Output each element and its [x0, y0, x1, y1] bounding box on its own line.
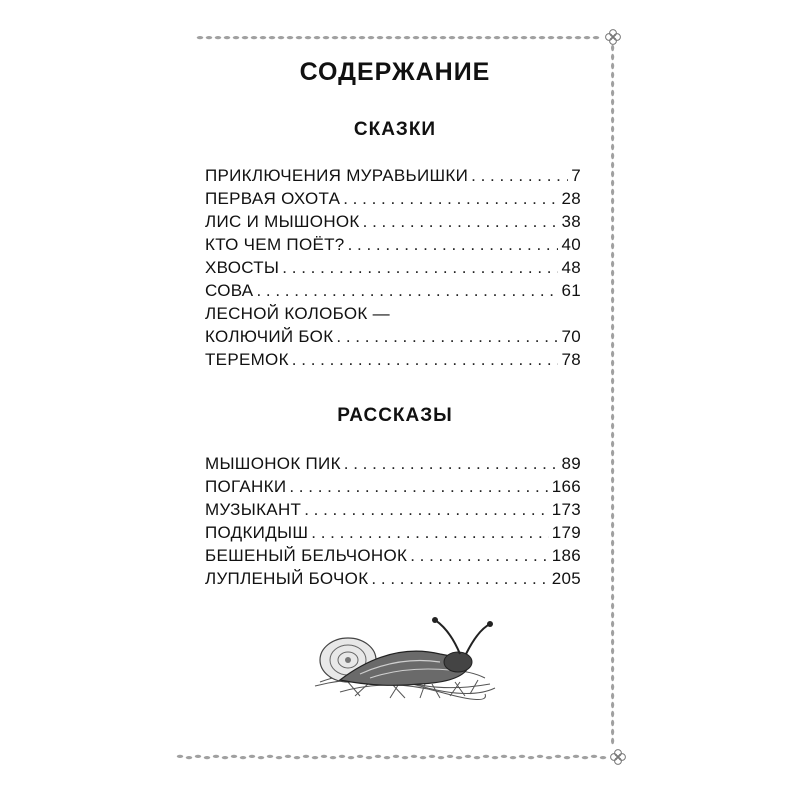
- border-dot: [276, 756, 282, 759]
- border-dot: [611, 387, 614, 393]
- border-dot: [339, 755, 345, 758]
- border-dot: [611, 702, 614, 708]
- border-dot: [584, 36, 590, 39]
- border-dot: [539, 36, 545, 39]
- border-dot: [611, 144, 614, 150]
- border-dot: [611, 171, 614, 177]
- border-dot: [611, 45, 614, 51]
- border-dot: [375, 755, 381, 758]
- border-dot: [494, 36, 500, 39]
- border-dot: [186, 756, 192, 759]
- toc-entry: [205, 164, 581, 187]
- border-dot: [251, 36, 257, 39]
- border-dot: [222, 756, 228, 759]
- border-dot: [575, 36, 581, 39]
- toc-leader: [343, 187, 558, 210]
- toc-leader: [304, 498, 549, 521]
- border-dot: [611, 711, 614, 717]
- border-dot: [224, 36, 230, 39]
- border-dot: [413, 36, 419, 39]
- border-dot: [359, 36, 365, 39]
- border-dot: [611, 576, 614, 582]
- border-dot: [456, 756, 462, 759]
- border-dot: [611, 540, 614, 546]
- toc-entry: [205, 187, 581, 210]
- border-dot: [249, 755, 255, 758]
- toc-entry-page: 61: [561, 281, 581, 300]
- toc-entry-title: СОВА: [205, 281, 254, 300]
- toc-entry-page: 70: [561, 327, 581, 346]
- border-dot: [177, 755, 183, 758]
- border-dot: [242, 36, 248, 39]
- border-dot: [395, 36, 401, 39]
- toc-entry-page: 173: [551, 500, 581, 519]
- border-dot: [611, 396, 614, 402]
- border-dot: [323, 36, 329, 39]
- border-dot: [611, 666, 614, 672]
- border-dot: [258, 756, 264, 759]
- border-dot: [611, 693, 614, 699]
- border-dot: [195, 755, 201, 758]
- toc-entry-title: МУЗЫКАНТ: [205, 500, 302, 519]
- border-dot: [519, 755, 525, 758]
- border-dot: [393, 755, 399, 758]
- border-dot: [348, 756, 354, 759]
- corner-flower-bottom-right-icon: [611, 750, 626, 765]
- toc-entry: [205, 544, 581, 567]
- toc-entry-title: ТЕРЕМОК: [205, 350, 289, 369]
- border-dot: [611, 342, 614, 348]
- contents-heading: СОДЕРЖАНИЕ: [299, 58, 491, 86]
- border-dot: [465, 755, 471, 758]
- border-dot: [611, 459, 614, 465]
- border-dot: [557, 36, 563, 39]
- toc-entry-continued: [205, 302, 581, 325]
- border-dot: [332, 36, 338, 39]
- border-dot: [611, 153, 614, 159]
- toc-leader: [256, 279, 558, 302]
- border-dot: [537, 755, 543, 758]
- border-dot: [546, 756, 552, 759]
- border-dot: [611, 558, 614, 564]
- border-dot: [449, 36, 455, 39]
- border-dot: [611, 351, 614, 357]
- toc-leader: [336, 325, 558, 348]
- toc-entry: [205, 452, 581, 475]
- toc-entry: [205, 210, 581, 233]
- border-dot: [611, 216, 614, 222]
- border-dot: [564, 756, 570, 759]
- border-dot: [573, 755, 579, 758]
- border-dot: [611, 117, 614, 123]
- border-dot: [611, 432, 614, 438]
- border-dot: [483, 755, 489, 758]
- toc-entry: [205, 498, 581, 521]
- border-dot: [611, 657, 614, 663]
- border-dot: [285, 755, 291, 758]
- border-dot: [582, 756, 588, 759]
- border-dot: [485, 36, 491, 39]
- toc-entry-page: 78: [561, 350, 581, 369]
- toc-leader: [410, 544, 549, 567]
- toc-entry-title: ЛИС И МЫШОНОК: [205, 212, 360, 231]
- border-dot: [611, 63, 614, 69]
- border-dot: [611, 522, 614, 528]
- border-dot: [512, 36, 518, 39]
- toc-leader: [289, 475, 548, 498]
- toc-leader: [471, 164, 568, 187]
- border-dot: [368, 36, 374, 39]
- border-dot: [611, 81, 614, 87]
- border-dot: [377, 36, 383, 39]
- border-dot: [321, 755, 327, 758]
- toc-entry: [205, 521, 581, 544]
- border-dot: [548, 36, 554, 39]
- border-dot: [611, 621, 614, 627]
- border-dot: [611, 279, 614, 285]
- toc-entry-page: 179: [551, 523, 581, 542]
- border-dot: [611, 423, 614, 429]
- border-dot: [341, 36, 347, 39]
- toc-leader: [348, 233, 559, 256]
- toc-leader: [292, 348, 559, 371]
- toc-entry-page: 186: [551, 546, 581, 565]
- border-dot: [366, 756, 372, 759]
- border-dot: [404, 36, 410, 39]
- border-dot: [420, 756, 426, 759]
- border-dot: [330, 756, 336, 759]
- border-dot: [474, 756, 480, 759]
- border-dot: [611, 612, 614, 618]
- border-dot: [611, 549, 614, 555]
- toc-entry-title: КОЛЮЧИЙ БОК: [205, 327, 334, 346]
- border-dot: [294, 756, 300, 759]
- border-dot: [611, 603, 614, 609]
- border-dot: [611, 405, 614, 411]
- border-dot: [287, 36, 293, 39]
- border-dot: [611, 288, 614, 294]
- border-dot: [611, 495, 614, 501]
- border-dot: [611, 54, 614, 60]
- toc-list-stories: [205, 452, 581, 590]
- border-dot: [357, 755, 363, 758]
- toc-entry-page: 205: [551, 569, 581, 588]
- border-dot: [233, 36, 239, 39]
- border-dot: [204, 756, 210, 759]
- toc-entry-title: МЫШОНОК ПИК: [205, 454, 341, 473]
- section-title-tales: СКАЗКИ: [353, 119, 437, 140]
- border-dot: [611, 639, 614, 645]
- border-dot: [384, 756, 390, 759]
- toc-entry-title: ПЕРВАЯ ОХОТА: [205, 189, 341, 208]
- border-dot: [386, 36, 392, 39]
- border-dot: [600, 756, 606, 759]
- border-dot: [240, 756, 246, 759]
- border-dot: [611, 486, 614, 492]
- border-dot: [555, 755, 561, 758]
- border-dot: [269, 36, 275, 39]
- toc-entry: [205, 233, 581, 256]
- border-dot: [411, 755, 417, 758]
- border-dot: [510, 756, 516, 759]
- border-dot: [476, 36, 482, 39]
- toc-leader: [344, 452, 559, 475]
- border-dot: [503, 36, 509, 39]
- toc-entry-title: БЕШЕНЫЙ БЕЛЬЧОНОК: [205, 546, 408, 565]
- border-dot: [611, 225, 614, 231]
- border-dot: [278, 36, 284, 39]
- border-dot: [611, 720, 614, 726]
- toc-leader: [371, 567, 548, 590]
- border-dot: [314, 36, 320, 39]
- border-dot: [611, 162, 614, 168]
- border-dot: [611, 738, 614, 744]
- border-dot: [447, 755, 453, 758]
- border-dot: [611, 378, 614, 384]
- border-dot: [458, 36, 464, 39]
- border-dot: [611, 189, 614, 195]
- toc-entry-page: 40: [561, 235, 581, 254]
- toc-leader: [311, 521, 548, 544]
- border-dot: [611, 729, 614, 735]
- toc-entry-title: ПРИКЛЮЧЕНИЯ МУРАВЬИШКИ: [205, 166, 469, 185]
- toc-entry: [205, 567, 581, 590]
- border-dot: [611, 369, 614, 375]
- toc-entry-title: ЛЕСНОЙ КОЛОБОК —: [205, 304, 390, 323]
- border-dot: [422, 36, 428, 39]
- border-dot: [501, 755, 507, 758]
- border-dot: [611, 90, 614, 96]
- toc-entry-page: 89: [561, 454, 581, 473]
- border-dot: [467, 36, 473, 39]
- toc-entry: [205, 325, 581, 348]
- border-dot: [350, 36, 356, 39]
- border-dot: [566, 36, 572, 39]
- border-dot: [611, 72, 614, 78]
- border-dot: [611, 234, 614, 240]
- toc-entry: [205, 279, 581, 302]
- border-dot: [611, 450, 614, 456]
- border-dot: [431, 36, 437, 39]
- border-dot: [611, 477, 614, 483]
- border-dot: [521, 36, 527, 39]
- toc-entry: [205, 348, 581, 371]
- border-dot: [611, 531, 614, 537]
- border-dot: [611, 648, 614, 654]
- border-dot: [611, 360, 614, 366]
- border-dot: [611, 297, 614, 303]
- border-dot: [530, 36, 536, 39]
- border-dot: [197, 36, 203, 39]
- border-dot: [206, 36, 212, 39]
- section-title-stories: РАССКАЗЫ: [337, 405, 453, 426]
- border-dot: [296, 36, 302, 39]
- toc-entry: [205, 256, 581, 279]
- border-dot: [438, 756, 444, 759]
- border-dot: [215, 36, 221, 39]
- border-dot: [312, 756, 318, 759]
- border-dot: [611, 585, 614, 591]
- border-dot: [611, 108, 614, 114]
- border-dot: [611, 630, 614, 636]
- toc-entry-page: 28: [561, 189, 581, 208]
- toc-entry-title: ЛУПЛЕНЫЙ БОЧОК: [205, 569, 369, 588]
- toc-leader: [363, 210, 559, 233]
- toc-entry-title: ПОДКИДЫШ: [205, 523, 309, 542]
- toc-entry-title: ПОГАНКИ: [205, 477, 287, 496]
- border-dot: [611, 252, 614, 258]
- border-dot: [593, 36, 599, 39]
- toc-list-tales: [205, 164, 581, 371]
- border-dot: [305, 36, 311, 39]
- border-dot: [528, 756, 534, 759]
- border-dot: [267, 755, 273, 758]
- border-dot: [611, 675, 614, 681]
- border-dot: [611, 126, 614, 132]
- border-dot: [440, 36, 446, 39]
- border-dot: [611, 243, 614, 249]
- border-dot: [611, 414, 614, 420]
- border-dot: [611, 441, 614, 447]
- border-dot: [492, 756, 498, 759]
- border-dot: [611, 468, 614, 474]
- border-dot: [402, 756, 408, 759]
- toc-entry: [205, 475, 581, 498]
- border-dot: [611, 504, 614, 510]
- border-dot: [591, 755, 597, 758]
- border-dot: [303, 755, 309, 758]
- border-dot: [611, 594, 614, 600]
- border-dot: [429, 755, 435, 758]
- border-dot: [611, 99, 614, 105]
- snail-illustration: [300, 612, 510, 702]
- border-dot: [611, 207, 614, 213]
- border-dot: [231, 755, 237, 758]
- border-dot: [611, 180, 614, 186]
- toc-leader: [282, 256, 558, 279]
- border-dot: [611, 324, 614, 330]
- border-dot: [611, 135, 614, 141]
- border-dot: [611, 315, 614, 321]
- border-dot: [611, 513, 614, 519]
- border-dot: [611, 198, 614, 204]
- toc-entry-page: 38: [561, 212, 581, 231]
- border-dot: [213, 755, 219, 758]
- corner-flower-top-right-icon: [606, 30, 621, 45]
- border-dot: [611, 567, 614, 573]
- toc-entry-page: 166: [551, 477, 581, 496]
- border-dot: [611, 684, 614, 690]
- border-dot: [611, 270, 614, 276]
- toc-entry-title: ХВОСТЫ: [205, 258, 280, 277]
- border-dot: [611, 306, 614, 312]
- border-dot: [260, 36, 266, 39]
- border-dot: [611, 261, 614, 267]
- border-dot: [611, 333, 614, 339]
- toc-entry-page: 48: [561, 258, 581, 277]
- toc-entry-page: 7: [571, 166, 581, 185]
- toc-entry-title: КТО ЧЕМ ПОЁТ?: [205, 235, 345, 254]
